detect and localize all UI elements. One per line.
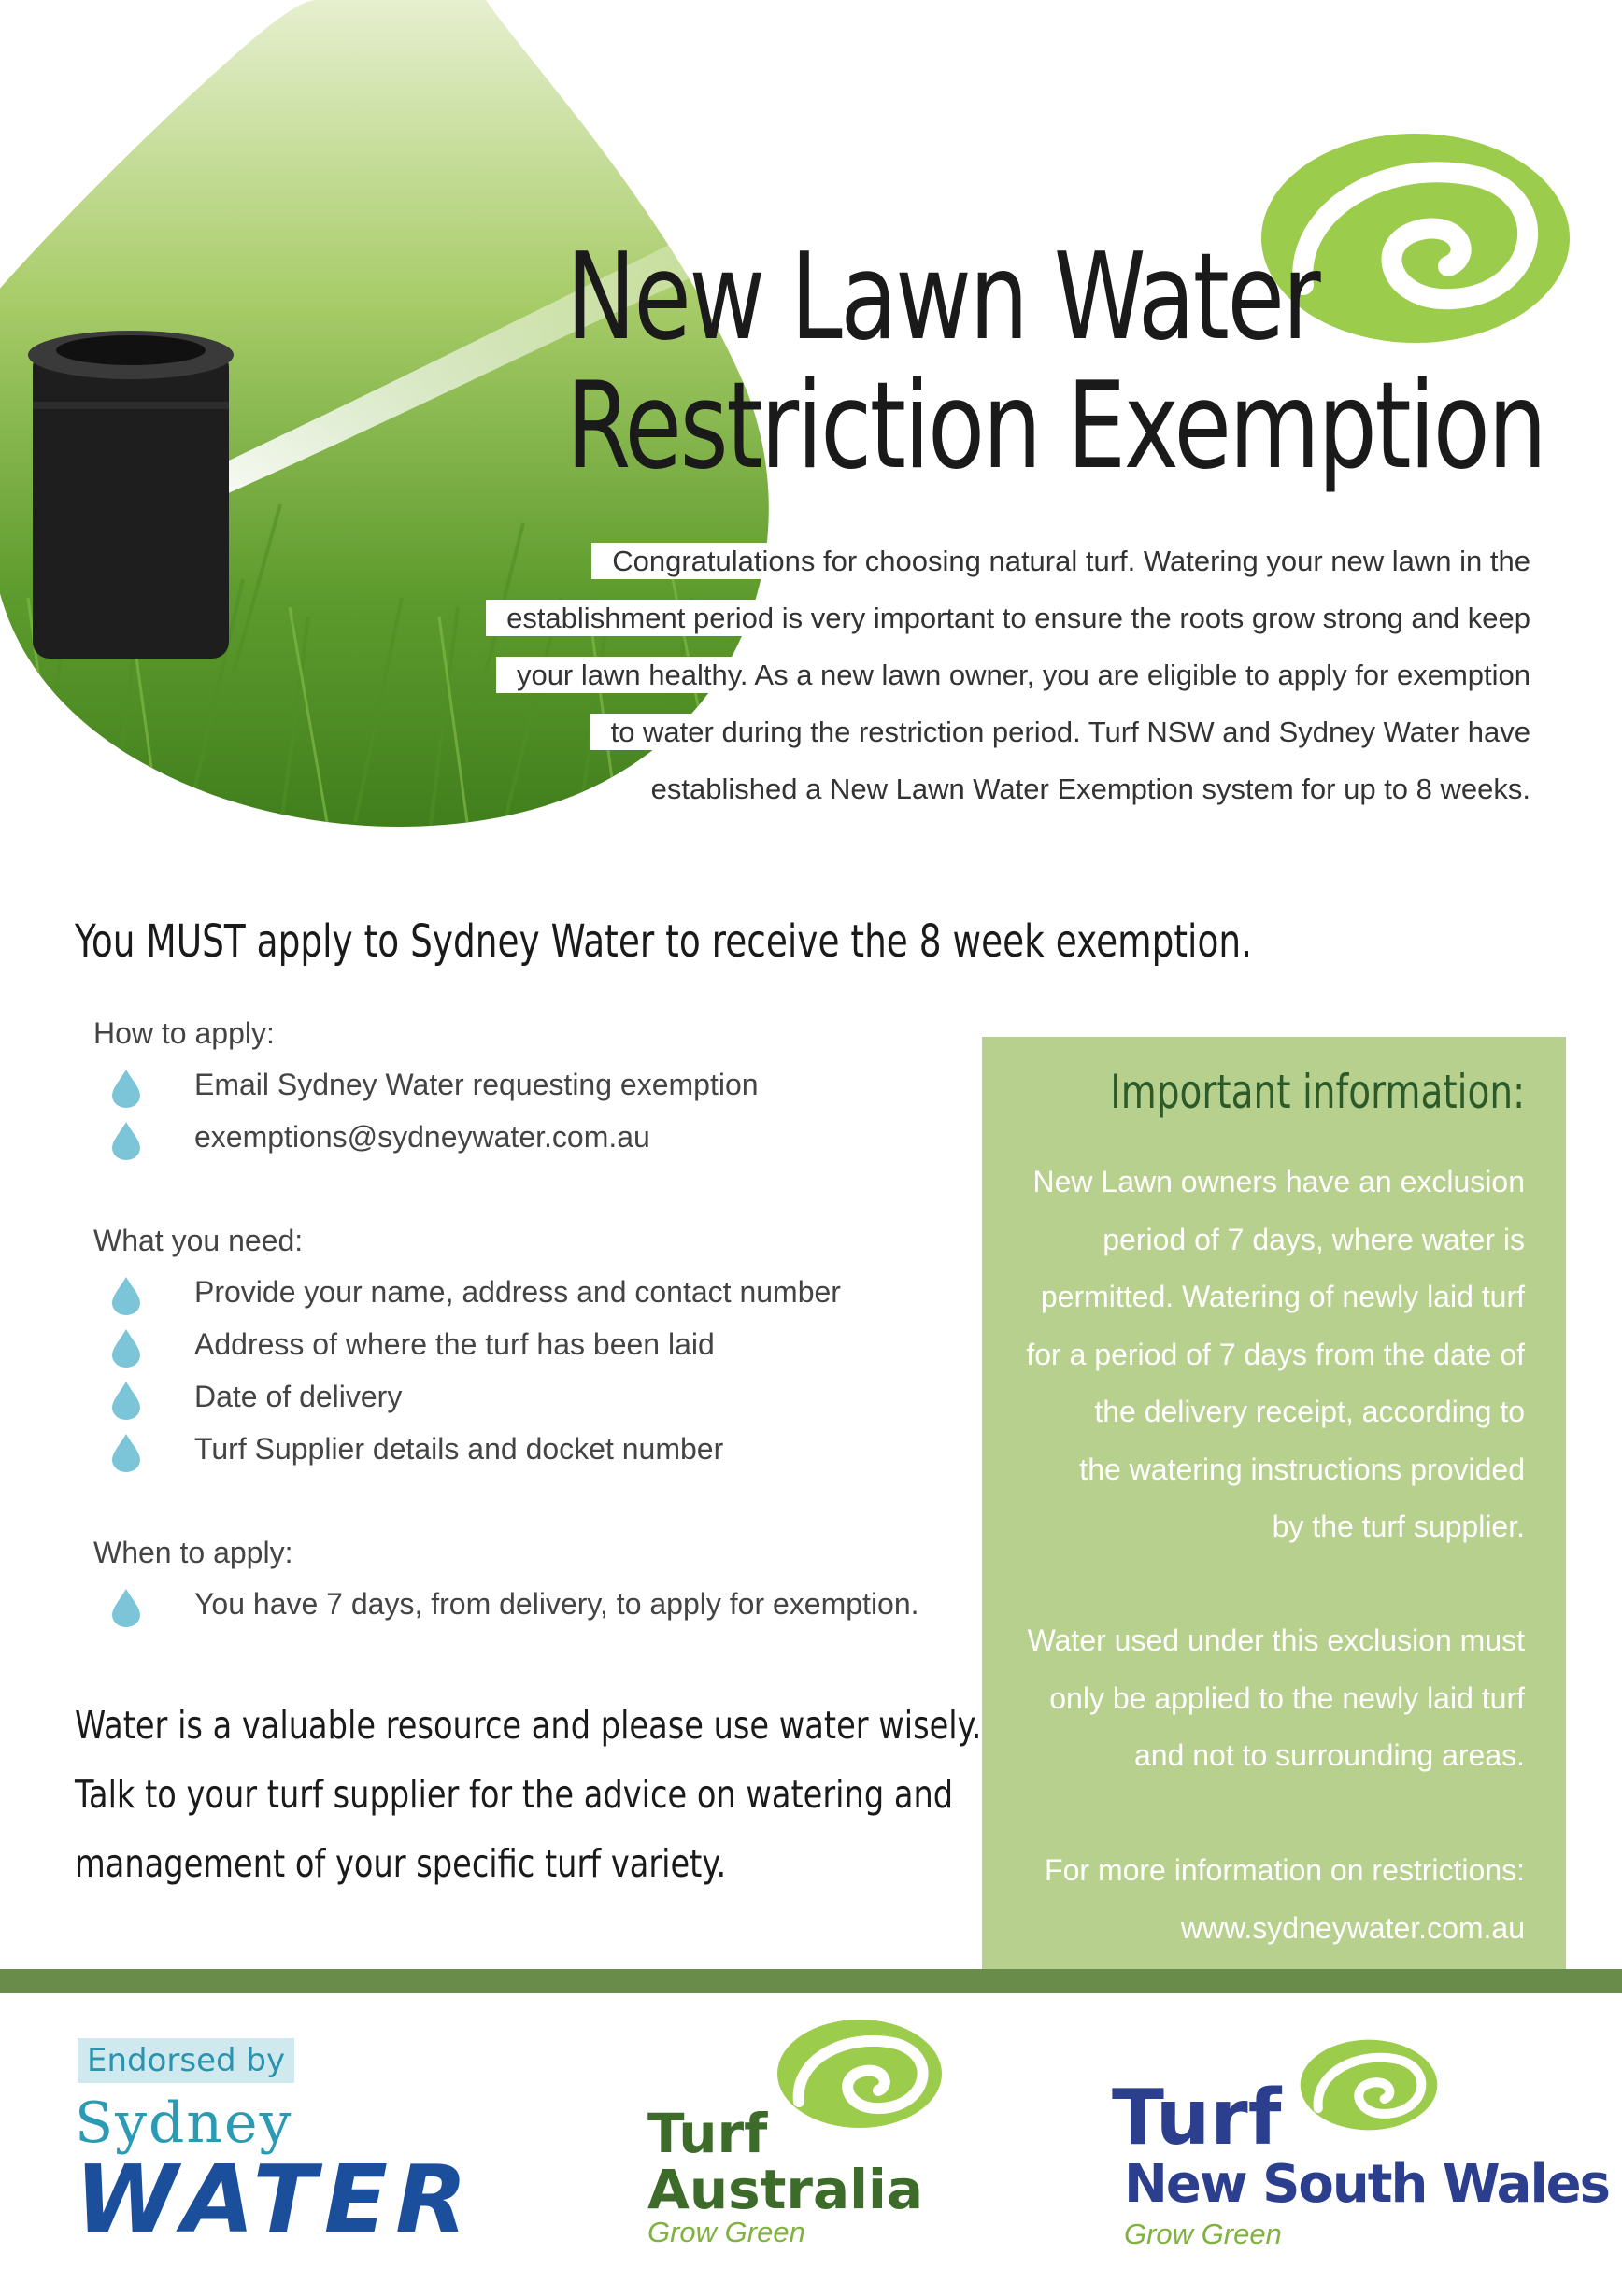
info-line: the watering instructions provided	[1079, 1452, 1525, 1486]
water-wisely-line: Water is a valuable resource and please use water wisely.	[75, 1703, 982, 1748]
intro-paragraph	[409, 532, 1530, 817]
water-wisely-line: Talk to your turf supplier for the advice on watering and	[75, 1772, 954, 1817]
intro-line: to water during the restriction period. Turf NSW and Sydney Water have	[590, 714, 1530, 750]
list-item	[93, 1578, 919, 1630]
title-line-1: New Lawn Water	[566, 228, 1319, 367]
intro-line: Congratulations for choosing natural turf. Watering your new lawn in the	[591, 543, 1530, 579]
turf-nsw-logo-line-2: New South Wales	[1124, 2154, 1609, 2215]
list-item	[93, 1266, 841, 1318]
list-item	[93, 1370, 841, 1423]
info-line: permitted. Watering of newly laid turf	[1040, 1280, 1525, 1313]
list-item-text: Date of delivery	[194, 1380, 403, 1413]
turf-nsw-swirl-icon	[1299, 2038, 1439, 2132]
water-wisely-message	[75, 1691, 982, 1898]
list-item	[93, 1318, 841, 1370]
list-item-text: Provide your name, address and contact number	[194, 1275, 841, 1309]
how-to-apply-heading: How to apply:	[93, 1016, 275, 1050]
important-paragraph-2	[1002, 1612, 1525, 1785]
endorsed-by-label: Endorsed by	[78, 2038, 294, 2083]
list-item-text: Turf Supplier details and docket number	[194, 1432, 724, 1466]
list-item	[93, 1058, 759, 1111]
info-line: Water used under this exclusion must	[1027, 1623, 1525, 1657]
exemptions-email-link[interactable]: exemptions@sydneywater.com.au	[194, 1120, 650, 1154]
when-to-apply-section	[93, 1536, 919, 1630]
important-information-heading: Important information:	[1110, 1065, 1525, 1119]
how-to-apply-section	[93, 1016, 759, 1163]
turf-australia-logo-line-2: Australia	[647, 2158, 924, 2221]
list-item	[93, 1423, 841, 1475]
info-line: period of 7 days, where water is	[1103, 1222, 1525, 1256]
turf-nsw-tagline: Grow Green	[1124, 2218, 1282, 2250]
title-line-2: Restriction Exemption	[566, 357, 1545, 496]
intro-line: establishment period is very important to ensure the roots grow strong and keep	[486, 600, 1530, 636]
what-you-need-heading: What you need:	[93, 1224, 304, 1257]
info-line: New Lawn owners have an exclusion	[1032, 1165, 1525, 1198]
important-paragraph-3	[1002, 1842, 1525, 1957]
important-paragraph-1	[1002, 1154, 1525, 1556]
list-item	[93, 1111, 759, 1163]
water-drop-bullet-icon	[110, 1327, 142, 1368]
turf-australia-swirl-icon	[775, 2018, 944, 2130]
page-title	[566, 228, 1545, 496]
what-you-need-section	[93, 1224, 841, 1475]
footer-divider-bar	[0, 1969, 1622, 1993]
water-wisely-line: management of your specific turf variety.	[75, 1841, 727, 1886]
sydney-water-website-link[interactable]: www.sydneywater.com.au	[1180, 1910, 1525, 1945]
intro-line: established a New Lawn Water Exemption system for up to 8 weeks.	[631, 771, 1530, 807]
water-drop-bullet-icon	[110, 1120, 142, 1161]
turf-australia-tagline: Grow Green	[647, 2216, 805, 2248]
info-line: by the turf supplier.	[1272, 1509, 1525, 1543]
info-line: for a period of 7 days from the date of	[1026, 1337, 1525, 1371]
info-line: For more information on restrictions:	[1045, 1853, 1525, 1887]
when-to-apply-heading: When to apply:	[93, 1536, 293, 1569]
must-apply-heading: You MUST apply to Sydney Water to receive the 8 week exemption.	[75, 915, 1253, 968]
sydney-water-logo-line-2: WATER	[75, 2145, 476, 2254]
important-information-box	[982, 1037, 1566, 1969]
turf-nsw-logo-line-1: Turf	[1112, 2074, 1282, 2162]
sydney-water-logo-line-1: Sydney	[75, 2090, 293, 2156]
water-drop-bullet-icon	[110, 1068, 142, 1109]
water-drop-bullet-icon	[110, 1432, 142, 1473]
info-line: and not to surrounding areas.	[1133, 1738, 1525, 1772]
info-line: the delivery receipt, according to	[1094, 1395, 1525, 1428]
water-drop-bullet-icon	[110, 1587, 142, 1628]
list-item-text: Email Sydney Water requesting exemption	[194, 1068, 759, 1101]
intro-line: your lawn healthy. As a new lawn owner, you are eligible to apply for exemption	[496, 657, 1530, 693]
list-item-text: Address of where the turf has been laid	[194, 1327, 715, 1361]
info-line: only be applied to the newly laid turf	[1049, 1680, 1525, 1715]
turf-australia-logo-line-1: Turf	[647, 2102, 768, 2165]
list-item-text: You have 7 days, from delivery, to apply for exemption.	[194, 1587, 919, 1621]
water-drop-bullet-icon	[110, 1380, 142, 1421]
water-drop-bullet-icon	[110, 1275, 142, 1316]
